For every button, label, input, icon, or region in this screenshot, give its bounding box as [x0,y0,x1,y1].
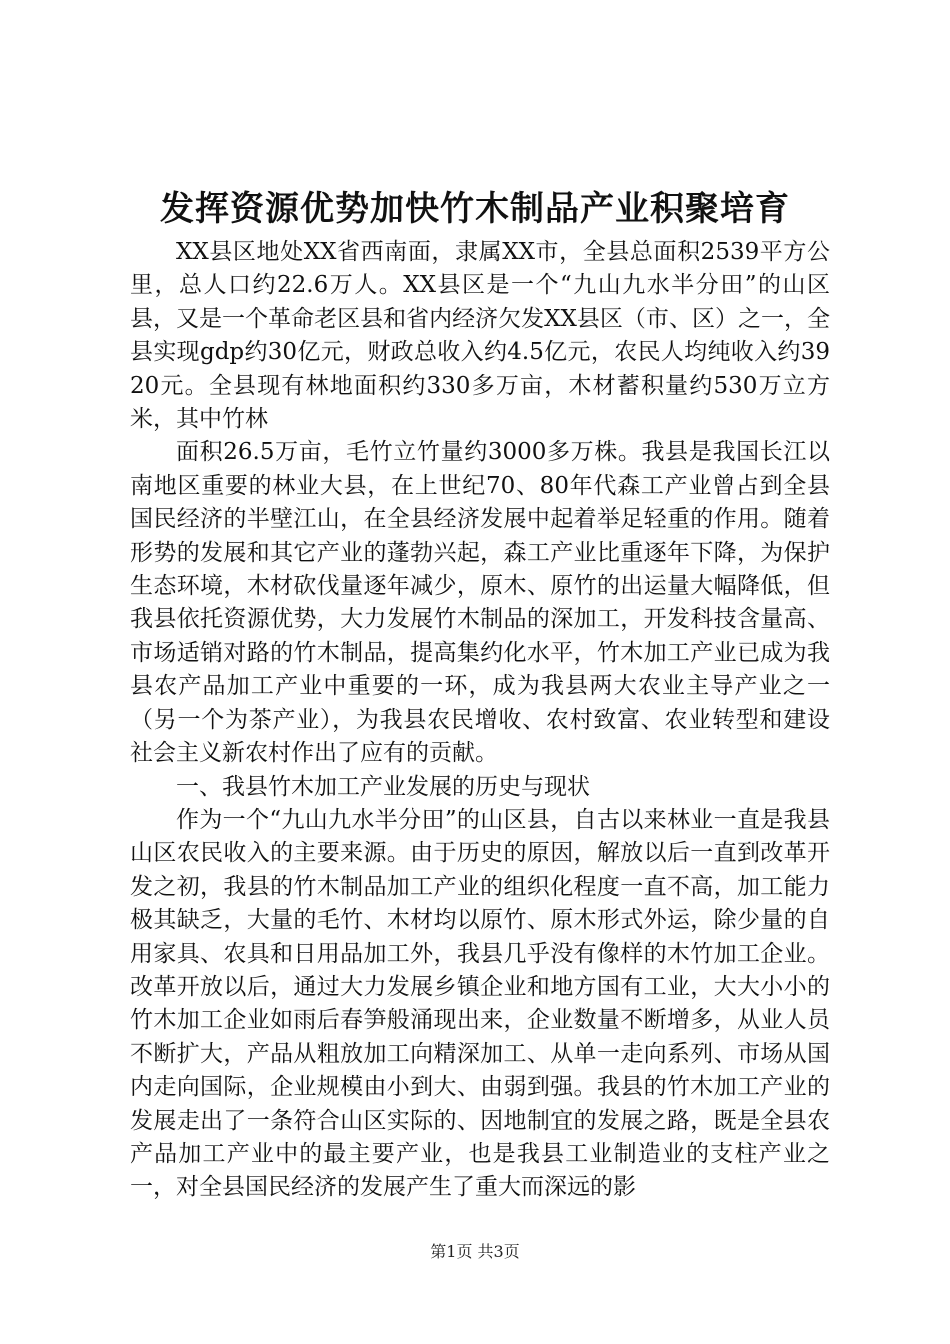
paragraph-3: 作为一个“九山九水半分田”的山区县，自古以来林业一直是我县山区农民收入的主要来源。由于历史的原因，解放以后一直到改革开发之初，我县的竹木制品加工产业的组织化程度一直不高，加工能力极其缺乏，大量的毛竹、木材均以原竹、原木形式外运，除少量的自用家具、农具和日用品加工外，我县几乎没有像样的木竹加工企业。改革开放以后，通过大力发展乡镇企业和地方国有工业，大大小小的竹木加工企业如雨后春笋般涌现出来，企业数量不断增多，从业人员不断扩大，产品从粗放加工向精深加工、从单一走向系列、市场从国内走向国际，企业规模由小到大、由弱到强。我县的竹木加工产业的发展走出了一条符合山区实际的、因地制宜的发展之路，既是全县农产品加工产业中的最主要产业，也是我县工业制造业的支柱产业之一，对全县国民经济的发展产生了重大而深远的影 [130,806,830,1201]
document-title: 发挥资源优势加快竹木制品产业积聚培育 [160,189,790,229]
document-body [130,236,830,1205]
section-heading-1: 一、我县竹木加工产业发展的历史与现状 [176,773,590,800]
paragraph-1: XX县区地处XX省西南面，隶属XX市，全县总面积2539平方公里，总人口约22.6万人。XX县区是一个“九山九水半分田”的山区县，又是一个革命老区县和省内经济欠发XX县区（市、区）之一，全县实现gdp约30亿元，财政总收入约4.5亿元，农民人均纯收入约3920元。全县现有林地面积约330多万亩，木材蓄积量约530万立方米，其中竹林 [130,239,830,433]
page-number-footer: 第1页 共3页 [430,1242,520,1261]
paragraph-2: 面积26.5万亩，毛竹立竹量约3000多万株。我县是我国长江以南地区重要的林业大县，在上世纪70、80年代森工产业曾占到全县国民经济的半壁江山，在全县经济发展中起着举足轻重的作用。随着形势的发展和其它产业的蓬勃兴起，森工产业比重逐年下降，为保护生态环境，木材砍伐量逐年减少，原木、原竹的出运量大幅降低，但我县依托资源优势，大力发展竹木制品的深加工，开发科技含量高、市场适销对路的竹木制品，提高集约化水平，竹木加工产业已成为我县农产品加工产业中重要的一环，成为我县两大农业主导产业之一（另一个为茶产业），为我县农民增收、农村致富、农业转型和建设社会主义新农村作出了应有的贡献。 [130,439,830,767]
